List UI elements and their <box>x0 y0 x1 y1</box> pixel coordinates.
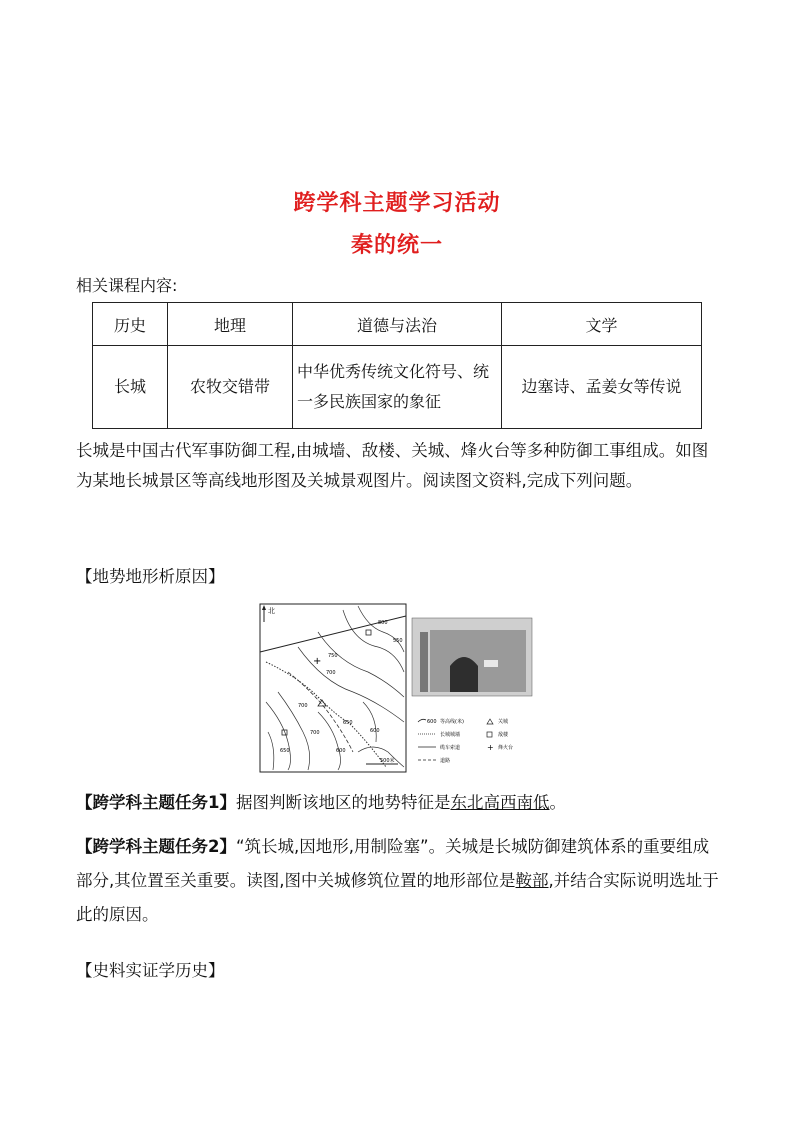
contour-label: 700 <box>326 670 336 676</box>
north-label: 北 <box>268 607 275 615</box>
task-2 <box>76 830 722 932</box>
map-legend <box>418 718 513 764</box>
table-row <box>93 346 702 429</box>
legend-label: 烽火台 <box>498 745 514 751</box>
task-1-tag: 【跨学科主题任务1】 <box>76 793 236 812</box>
course-table <box>92 302 702 429</box>
legend-label: 道路 <box>440 758 451 764</box>
contour-label: 750 <box>328 653 338 659</box>
legend-watchtower-symbol <box>487 732 492 737</box>
legend-label: 关城 <box>498 719 509 725</box>
legend-contour-symbol <box>418 719 426 722</box>
page-subtitle: 秦的统一 <box>350 233 443 258</box>
legend-contour-value: 600 <box>427 719 437 725</box>
contour-label: 700 <box>298 703 308 709</box>
legend-beacon-symbol: + <box>487 743 494 752</box>
task-2-text-b: ,并结合实际说明选址于此的原因。 <box>76 871 719 924</box>
task-2-text-a: “筑长城,因地形,用制险塞”。关城是长城防御建筑体系的重要组成部分,其位置至关重要。读图,图中关城修筑位置的地形部位是 <box>76 837 710 890</box>
intro-label: 相关课程内容: <box>76 276 178 295</box>
contour-label: 600 <box>370 728 380 734</box>
table-header-cell: 道德与法治 <box>293 303 502 346</box>
task-1-text: 据图判断该地区的地势特征是 <box>235 793 451 812</box>
photo-plaque <box>484 660 498 667</box>
table-cell: 边塞诗、孟姜女等传说 <box>502 346 702 429</box>
table-header-cell: 地理 <box>168 303 293 346</box>
task-2-answer: 鞍部 <box>515 871 549 890</box>
task-2-tag: 【跨学科主题任务2】 <box>76 837 236 856</box>
map-frame <box>260 604 406 772</box>
photo-tree <box>420 632 428 692</box>
legend-pass-symbol <box>487 719 493 724</box>
contour-map-figure <box>258 602 538 774</box>
legend-label: 长城城墙 <box>440 732 461 738</box>
legend-label: 缆车索道 <box>440 745 461 751</box>
photo-gate-arch <box>450 657 478 692</box>
contour-label: 800 <box>378 620 388 626</box>
contour-label: 550 <box>393 638 403 644</box>
beacon-tower-icon: + <box>313 656 322 667</box>
contour-label: 650 <box>280 748 290 754</box>
table-header-cell: 文学 <box>502 303 702 346</box>
intro-paragraph: 长城是中国古代军事防御工程,由城墙、敌楼、关城、烽火台等多种防御工事组成。如图为某地长城景区等高线地形图及关城景观图片。阅读图文资料,完成下列问题。 <box>76 441 709 490</box>
section-heading-terrain: 【地势地形析原因】 <box>76 567 225 586</box>
table-cell: 中华优秀传统文化符号、统一多民族国家的象征 <box>293 346 502 429</box>
task-1-answer: 东北高西南低 <box>450 793 550 812</box>
table-header-cell: 历史 <box>93 303 168 346</box>
task-1-end: 。 <box>549 793 566 812</box>
table-cell: 农牧交错带 <box>168 346 293 429</box>
table-header-row <box>93 303 702 346</box>
table-cell: 长城 <box>93 346 168 429</box>
scale-label: 500米 <box>380 758 395 764</box>
contour-label: 600 <box>336 748 346 754</box>
contour-label: 700 <box>310 730 320 736</box>
task-1 <box>76 786 722 820</box>
legend-label: 等高线(米) <box>440 719 464 725</box>
legend-label: 敌楼 <box>498 732 509 738</box>
page-title: 跨学科主题学习活动 <box>293 191 501 216</box>
section-heading-history: 【史料实证学历史】 <box>76 961 225 980</box>
contour-label: 650 <box>343 720 353 726</box>
